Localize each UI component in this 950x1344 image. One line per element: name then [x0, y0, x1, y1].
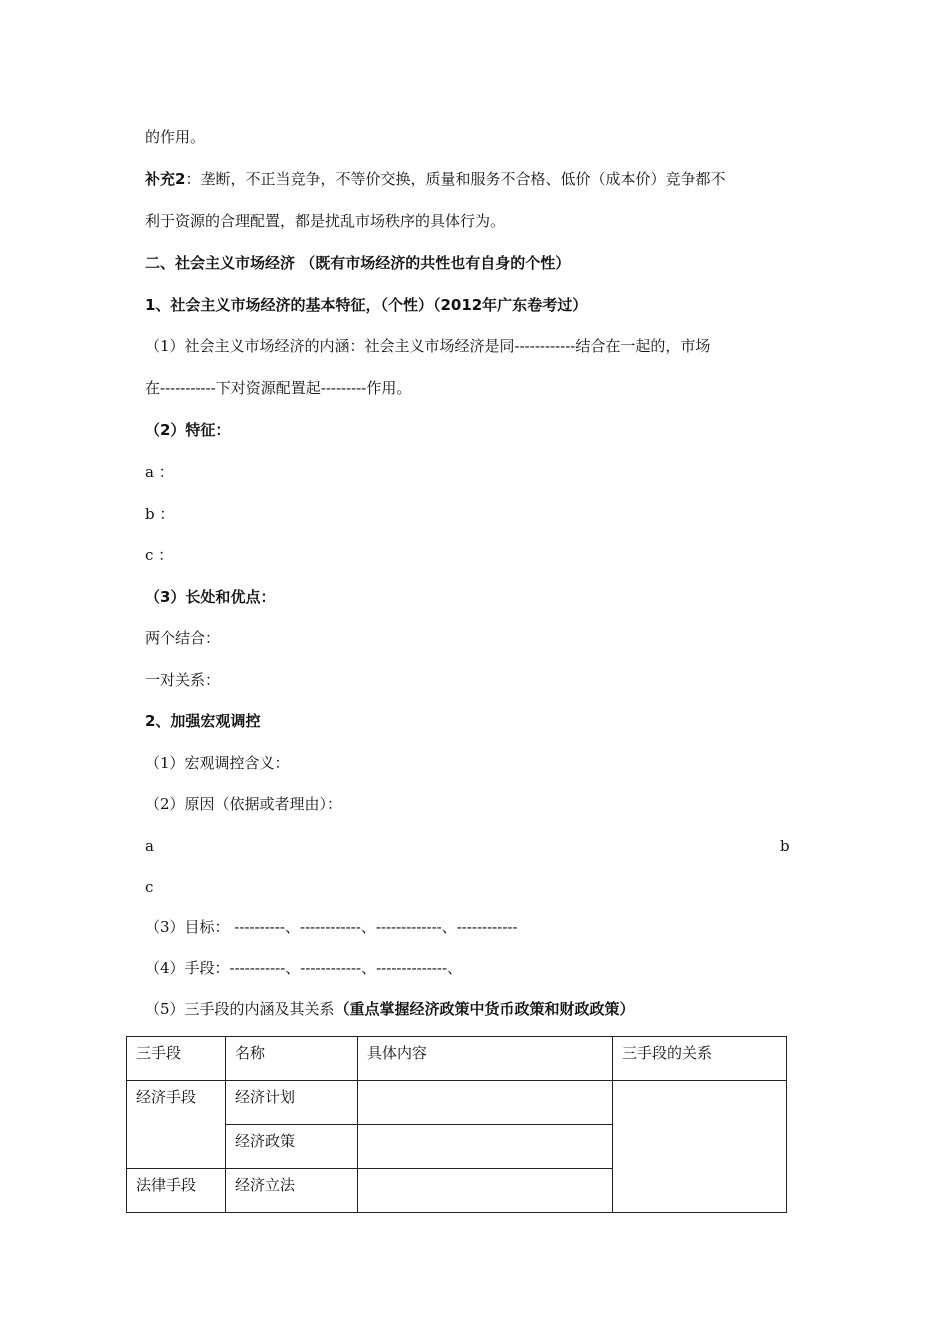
- text-line: 一对关系：: [145, 671, 221, 689]
- table-header-cell: 具体内容: [358, 1037, 613, 1081]
- means-table: [126, 1036, 787, 1213]
- table-cell-name: 经济立法: [226, 1169, 358, 1213]
- table-cell-content: [358, 1125, 613, 1169]
- list-item: b ：: [145, 505, 175, 523]
- text-line: 在-----------下对资源配置起---------作用。: [145, 379, 412, 397]
- subsection-heading: 1、社会主义市场经济的基本特征，（个性）（2012年广东卷考过）: [145, 296, 588, 314]
- table-cell-relation: [613, 1081, 787, 1213]
- means-emphasis: （重点掌握经济政策中货币政策和财政政策）: [334, 1000, 635, 1018]
- table-header-cell: 三手段: [127, 1037, 226, 1081]
- text-line: （1）宏观调控含义：: [145, 754, 290, 772]
- text-line: 利于资源的合理配置，都是扰乱市场秩序的具体行为。: [145, 212, 506, 230]
- item-heading: （3）长处和优点：: [145, 588, 276, 606]
- supplement-label: 补充2: [145, 170, 186, 188]
- text-line: 的作用。: [145, 128, 206, 146]
- section-heading: 二、社会主义市场经济 （既有市场经济的共性也有自身的个性）: [145, 254, 571, 272]
- item-heading: （2）特征：: [145, 421, 231, 439]
- list-item: a: [145, 837, 154, 855]
- table-cell-name: 经济计划: [226, 1081, 358, 1125]
- table-header-cell: 名称: [226, 1037, 358, 1081]
- text-line: （1）社会主义市场经济的内涵：社会主义市场经济是同------------结合在一起的，市场: [145, 337, 711, 355]
- list-item: a ：: [145, 463, 174, 481]
- subsection-heading: 2、加强宏观调控: [145, 712, 261, 730]
- table-cell-means: 法律手段: [127, 1169, 226, 1213]
- text-line: （4）手段：-----------、------------、--------------、: [145, 959, 463, 977]
- table-header-row: [127, 1037, 787, 1081]
- supplement-2-paragraph: [145, 169, 725, 189]
- table-cell-means: 经济手段: [127, 1081, 226, 1169]
- text-line: [145, 999, 635, 1019]
- text-line: （3）目标： ----------、------------、-------------、------------: [145, 918, 518, 936]
- text-line: 两个结合：: [145, 629, 221, 647]
- list-item: c ：: [145, 546, 174, 564]
- table-row: [127, 1081, 787, 1125]
- means-heading: （5）三手段的内涵及其关系: [145, 1000, 335, 1018]
- table-cell-name: 经济政策: [226, 1125, 358, 1169]
- table-cell-content: [358, 1081, 613, 1125]
- table-header-cell: 三手段的关系: [613, 1037, 787, 1081]
- table-cell-content: [358, 1169, 613, 1213]
- text-line: （2）原因（依据或者理由）：: [145, 795, 343, 813]
- list-item: b: [780, 837, 790, 855]
- list-item: c: [145, 878, 154, 896]
- supplement-text: ：垄断，不正当竞争，不等价交换，质量和服务不合格、低价（成本价）竞争都不: [185, 170, 726, 188]
